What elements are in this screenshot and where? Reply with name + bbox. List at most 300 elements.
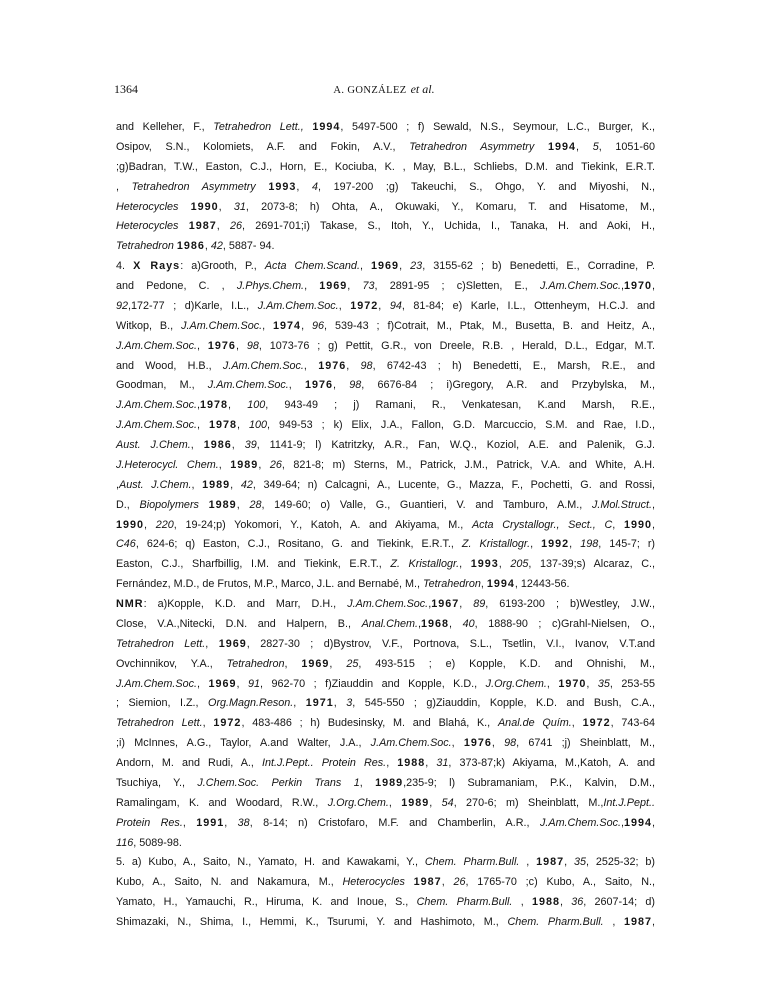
italic-run: Acta Chem.Scand.: [264, 260, 360, 273]
text-run: ;i) McInnes, A.G., Taylor, A.and Walter, J.A.,: [116, 737, 371, 750]
text-line: [116, 834, 655, 854]
line-content: [116, 181, 655, 193]
text-run: ,: [498, 558, 511, 571]
text-run: ,: [304, 280, 320, 292]
bold-run: 1989: [230, 458, 259, 471]
text-line: [116, 694, 655, 714]
line-content: [116, 777, 655, 789]
bold-run: 1987: [413, 876, 442, 889]
text-run: ,235-9; l) Subramaniam, P.K., Kalvin, D.M.,: [403, 776, 655, 789]
line-content: [116, 340, 655, 352]
text-run: ,: [359, 260, 372, 273]
text-line: [116, 575, 655, 595]
italic-run: Biopolymers: [139, 498, 209, 511]
text-run: ,: [449, 617, 463, 630]
text-line: [116, 396, 655, 416]
text-run: ,: [425, 757, 437, 769]
text-run: Osipov, S.N., Kolomiets, A.F. and Fokin, A.V.,: [116, 140, 410, 153]
italic-run: 98: [246, 339, 259, 352]
text-run: ,: [197, 339, 208, 352]
text-run: , 253-55: [609, 677, 655, 690]
text-run: Witkop, B.,: [116, 319, 182, 332]
line-content: [116, 558, 655, 570]
line-content: [116, 240, 275, 252]
text-line: [116, 217, 655, 237]
bold-run: 1988: [531, 896, 560, 909]
italic-run: 94: [389, 299, 402, 312]
italic-run: J.Am.Chem.Soc.: [181, 319, 263, 332]
italic-run: 3: [346, 697, 353, 710]
italic-run: Heterocycles: [342, 876, 414, 889]
text-run: ,: [652, 280, 655, 292]
line-content: [116, 876, 655, 888]
italic-run: J.Am.Chem.Soc.: [539, 816, 621, 829]
bold-run: 1987: [188, 220, 217, 233]
page-number: 1364: [114, 82, 138, 96]
italic-run: 39: [244, 439, 257, 451]
text-run: ,: [359, 776, 376, 789]
text-run: ,: [236, 498, 250, 511]
text-run: : a)Grooth, P.,: [180, 260, 265, 273]
text-line: [116, 714, 655, 734]
bold-run: 1990: [623, 518, 652, 531]
italic-run: 35: [597, 677, 610, 690]
italic-run: 35: [574, 856, 587, 869]
text-line: [116, 675, 655, 695]
italic-run: 91: [248, 677, 261, 690]
text-run: , 19-24;p) Yokomori, Y., Katoh, A. and Akiyama, M.,: [173, 518, 472, 531]
italic-run: 26: [269, 458, 282, 471]
bold-run: 1972: [350, 299, 379, 312]
italic-run: 96: [312, 319, 325, 332]
line-content: [116, 439, 655, 451]
italic-run: Aust. J.Chem.: [116, 439, 191, 451]
text-run: ,: [116, 478, 119, 491]
text-line: [116, 774, 655, 794]
text-run: ,: [144, 518, 156, 531]
italic-run: Chem. Pharm.Bull.: [507, 916, 604, 928]
text-run: Fernández, M.D., de Frutos, M.P., Marco, J.L. and Bernabé, M.,: [116, 578, 424, 591]
italic-run: Z. Kristallogr.: [461, 538, 531, 551]
italic-run: J.Am.Chem.Soc.: [539, 280, 621, 292]
italic-run: Aust. J.Chem.: [119, 478, 192, 491]
line-content: [116, 638, 655, 650]
italic-run: J.Am.Chem.Soc.: [207, 379, 289, 392]
text-run: ,: [231, 439, 245, 451]
text-run: ,: [197, 419, 209, 432]
italic-run: 40: [462, 617, 475, 630]
italic-run: J.Am.Chem.Soc.: [116, 339, 197, 352]
bold-run: 1987: [536, 856, 565, 869]
text-run: , 3155-62 ; b) Benedetti, E., Corradine, P.: [422, 260, 656, 273]
bold-run: NMR: [116, 598, 144, 610]
italic-run: 4: [312, 180, 319, 193]
text-run: Kubo, A., Saito, N. and Nakamura, M.,: [116, 876, 343, 889]
text-run: ,: [296, 180, 312, 193]
bold-run: 1969: [301, 657, 330, 670]
bold-run: 1976: [207, 339, 236, 352]
text-run: , 1141-9; l) Katritzky, A.R., Fan, W.Q., Koziol, A.E. and Palenik, G.J.: [256, 439, 656, 451]
italic-run: 198: [580, 538, 599, 551]
italic-run: Tetrahedron Lett.: [116, 637, 206, 650]
text-line: [116, 118, 655, 138]
italic-run: 98: [360, 359, 373, 372]
bold-run: 1969: [371, 260, 400, 273]
line-content: [116, 797, 655, 809]
line-content: [116, 161, 655, 173]
line-content: [116, 717, 655, 729]
text-run: ,: [491, 737, 505, 750]
italic-run: Heterocycles: [116, 200, 191, 213]
text-run: ,: [236, 677, 248, 690]
text-run: , 1073-76 ; g) Pettit, G.R., von Dreele, R.B. , Herald, D.L., Edgar, M.T.: [258, 339, 656, 352]
italic-run: J.Am.Chem.Soc.: [222, 359, 304, 372]
text-run: ,: [386, 757, 398, 769]
italic-run: Tetrahedron Lett.: [116, 717, 203, 730]
text-run: ,: [428, 598, 432, 610]
text-run: ,: [652, 518, 655, 531]
bold-run: 1971: [305, 697, 334, 710]
bold-run: 1988: [397, 757, 426, 769]
text-run: ,: [218, 200, 234, 213]
italic-run: Int.J.Pept..: [603, 796, 656, 809]
text-run: ,: [329, 657, 347, 670]
text-run: ,: [197, 399, 200, 412]
line-content: [116, 260, 655, 272]
reference-list: [116, 118, 655, 933]
line-content: [116, 737, 655, 749]
text-run: ,: [586, 677, 598, 690]
text-run: ,: [191, 478, 203, 491]
bold-run: 1991: [196, 816, 225, 829]
text-line: [116, 198, 655, 218]
text-run: ,: [218, 458, 231, 471]
text-run: ,: [216, 220, 230, 233]
text-run: , 8-14; n) Cristofaro, M.F. and Chamberlin, A.R.,: [249, 816, 540, 829]
text-line: [116, 496, 655, 516]
bold-run: 1978: [208, 419, 238, 432]
italic-run: Tetrahedron Asymmetry: [131, 180, 269, 193]
line-content: [116, 419, 655, 431]
italic-run: Chem. Pharm.Bull.: [416, 896, 513, 909]
running-head-etal: et al.: [410, 82, 435, 96]
text-run: , 1765-70 ;c) Kubo, A., Saito, N.,: [465, 876, 656, 889]
reference-paragraph: [116, 257, 655, 595]
line-content: [116, 538, 655, 550]
text-run: Ramalingam, K. and Woodard, R.W.,: [116, 796, 328, 809]
bold-run: 1994: [623, 816, 652, 829]
text-run: Yamato, H., Yamauchi, R., Hiruma, K. and Inoue, S.,: [116, 896, 417, 909]
italic-run: 92: [116, 299, 129, 312]
italic-run: J.Am.Chem.Soc.: [347, 598, 429, 610]
text-run: , 1888-90 ; c)Grahl-Nielsen, O.,: [474, 617, 655, 630]
text-run: ,: [288, 379, 305, 392]
text-line: [116, 138, 655, 158]
text-run: , 12443-56.: [514, 578, 570, 591]
text-run: ,: [262, 319, 274, 332]
text-run: , 6676-84 ; i)Gregory, A.R. and Przybylska, M.,: [361, 379, 656, 392]
italic-run: 205: [510, 558, 529, 571]
text-line: [116, 595, 655, 615]
text-run: ,172-77 ; d)Karle, I.L.,: [128, 299, 258, 312]
text-line: [116, 297, 655, 317]
text-run: ; Siemion, I.Z.,: [116, 697, 209, 710]
italic-run: Chem. Pharm.Bull.: [424, 856, 520, 869]
text-run: ,: [284, 657, 302, 670]
line-content: [116, 658, 655, 670]
text-run: , 743-64: [610, 717, 656, 730]
text-run: ,: [338, 299, 351, 312]
text-run: ,: [512, 896, 532, 909]
bold-run: 1992: [541, 538, 570, 551]
italic-run: 116: [116, 836, 134, 849]
line-content: [116, 399, 655, 411]
text-run: ,: [546, 677, 559, 690]
italic-run: 5: [592, 140, 599, 153]
text-run: ,: [530, 538, 542, 551]
italic-run: J.Am.Chem.Soc.: [116, 419, 197, 432]
italic-run: 42: [240, 478, 253, 491]
text-line: [116, 257, 655, 277]
text-run: ,: [197, 677, 209, 690]
text-run: ,: [417, 617, 421, 630]
text-run: , 483-486 ; h) Budesinsky, M. and Blahá, K.,: [241, 717, 498, 730]
line-content: [116, 499, 655, 511]
italic-run: 31: [233, 200, 246, 213]
line-content: [116, 598, 655, 610]
text-run: ,: [652, 498, 656, 511]
text-line: [116, 476, 655, 496]
italic-run: J.Heterocycl. Chem.: [116, 458, 219, 471]
italic-run: C46: [116, 538, 136, 551]
text-run: Close, V.A.,Nitecki, D.N. and Halpern, B.,: [116, 617, 362, 630]
text-run: ,: [235, 339, 247, 352]
line-content: [116, 280, 655, 292]
text-run: , 2691-701;i) Takase, S., Itoh, Y., Uchida, I., Tanaka, H. and Aoki, H.,: [242, 220, 656, 233]
text-line: [116, 376, 655, 396]
italic-run: Anal.Chem.: [361, 617, 418, 630]
text-run: ,: [441, 876, 454, 889]
text-run: ,: [459, 598, 474, 610]
line-content: [116, 201, 655, 213]
text-run: ,: [399, 260, 411, 273]
text-run: , 624-6; q) Easton, C.J., Rositano, G. and Tiekink, E.R.T.,: [135, 538, 462, 551]
italic-run: Int.J.Pept.. Protein Res.: [262, 757, 387, 769]
text-line: [116, 635, 655, 655]
text-run: Shimazaki, N., Shima, I., Hemmi, K., Tsurumi, Y. and Hashimoto, M.,: [116, 916, 508, 928]
bold-run: 1994: [312, 121, 341, 133]
text-line: [116, 615, 655, 635]
text-run: Tsuchiya, Y.,: [116, 776, 198, 789]
text-line: [116, 277, 655, 297]
italic-run: J.Am.Chem.Soc.: [116, 677, 197, 690]
italic-run: J.Org.Chem.: [327, 796, 389, 809]
running-head: [0, 80, 768, 100]
italic-run: Tetrahedron: [226, 657, 285, 670]
text-run: , 5497-500 ; f) Sewald, N.S., Seymour, L.C., Burger, K.,: [340, 121, 655, 133]
running-header: [0, 80, 768, 98]
line-content: [116, 678, 655, 690]
text-line: [116, 158, 655, 178]
text-line: [116, 337, 655, 357]
text-run: ,: [603, 916, 624, 928]
text-line: [116, 873, 655, 893]
text-run: ,: [576, 140, 593, 153]
italic-run: Anal.de Quím.: [497, 717, 572, 730]
text-run: Ovchinnikov, Y.A.,: [116, 657, 227, 670]
text-run: 4.: [116, 260, 134, 273]
bold-run: 1986: [203, 439, 232, 451]
text-run: ,: [204, 240, 211, 253]
text-run: , 373-87;k) Akiyama, M.,Katoh, A. and: [448, 757, 656, 769]
italic-run: 28: [249, 498, 262, 511]
text-line: [116, 794, 655, 814]
bold-run: 1978: [200, 399, 229, 412]
bold-run: 1967: [431, 598, 460, 610]
text-line: [116, 535, 655, 555]
text-run: , 962-70 ; f)Ziauddin and Kopple, K.D.,: [260, 677, 486, 690]
reference-paragraph: [116, 118, 655, 257]
italic-run: J.Phys.Chem.: [236, 280, 305, 292]
line-content: [116, 479, 655, 491]
italic-run: 98: [504, 737, 517, 750]
text-run: ,: [569, 538, 581, 551]
italic-run: 220: [155, 518, 174, 531]
italic-run: 31: [436, 757, 449, 769]
text-run: , 145-7; r): [598, 538, 656, 551]
bold-run: 1990: [190, 200, 219, 213]
bold-run: 1970: [623, 280, 652, 292]
italic-run: 54: [441, 796, 454, 809]
italic-run: 42: [210, 240, 223, 253]
line-content: [116, 618, 655, 630]
italic-run: Heterocycles: [116, 220, 189, 233]
text-run: , 349-64; n) Calcagni, A., Lucente, G., Mazza, F., Pochetti, G. and Rossi,: [252, 478, 656, 491]
line-content: [116, 141, 655, 153]
text-run: and Kelleher, F.,: [116, 121, 214, 133]
text-run: , 5089-98.: [133, 836, 182, 849]
italic-run: 26: [230, 220, 243, 233]
bold-run: 1994: [486, 578, 515, 591]
text-run: , 943-49 ; j) Ramani, R., Venkatesan, K.and Marsh, R.E.,: [265, 399, 655, 412]
text-run: D.,: [116, 498, 140, 511]
line-content: [116, 320, 655, 332]
line-content: [116, 856, 655, 868]
line-content: [116, 817, 655, 829]
text-run: , 821-8; m) Sterns, M., Patrick, J.M., Patrick, V.A. and White, A.H.: [281, 458, 656, 471]
bold-run: X Rays: [133, 260, 181, 273]
bold-run: 1987: [623, 916, 652, 928]
italic-run: Tetrahedron Asymmetry: [409, 140, 548, 153]
text-run: ,: [237, 419, 249, 432]
italic-run: Protein Res.: [116, 816, 183, 829]
bold-run: 1976: [463, 737, 492, 750]
italic-run: 25: [346, 657, 359, 670]
text-run: ,: [620, 816, 624, 829]
italic-run: 89: [473, 598, 486, 610]
text-run: ,: [429, 796, 442, 809]
italic-run: 98: [349, 379, 362, 392]
text-line: [116, 436, 655, 456]
text-run: ,: [228, 399, 248, 412]
bold-run: 1990: [116, 518, 145, 531]
bold-run: 1970: [558, 677, 587, 690]
text-run: ,: [333, 379, 350, 392]
bold-run: 1976: [318, 359, 347, 372]
italic-run: J.Am.Chem.Soc.: [116, 399, 197, 412]
line-content: [116, 757, 655, 769]
text-line: [116, 913, 655, 933]
line-content: [116, 837, 182, 849]
line-content: [116, 220, 655, 232]
italic-run: 100: [247, 399, 266, 412]
italic-run: Z. Kristallogr.: [390, 558, 460, 571]
text-line: [116, 178, 655, 198]
text-run: ,: [346, 359, 361, 372]
text-run: , 949-53 ; k) Elix, J.A., Fallon, G.D. Marcuccio, S.M. and Rae, I.D.,: [267, 419, 656, 432]
text-run: , 270-6; m) Sheinblatt, M.,: [453, 796, 604, 809]
text-run: , 2525-32; b): [586, 856, 655, 869]
text-run: ,: [378, 299, 390, 312]
text-run: , 6741 ;j) Sheinblatt, M.,: [516, 737, 656, 750]
text-run: ,: [451, 737, 464, 750]
text-line: [116, 456, 655, 476]
bold-run: 1989: [401, 796, 430, 809]
text-line: [116, 516, 655, 536]
text-run: : a)Kopple, K.D. and Marr, D.H.,: [143, 598, 348, 610]
text-run: ,: [559, 896, 572, 909]
bold-run: 1989: [375, 776, 404, 789]
text-run: Easton, C.J., Sharfbillig, I.M. and Tiekink, E.R.T.,: [116, 558, 391, 571]
text-run: ;g)Badran, T.W., Easton, C.J., Horn, E., Kociuba, K. , May, B.L., Schliebs, D.M. and Tiekink, E.R.T.: [116, 160, 655, 173]
text-line: [116, 357, 655, 377]
text-run: ,: [182, 816, 197, 829]
text-run: Goodman, M.,: [116, 379, 208, 392]
italic-run: 100: [249, 419, 268, 432]
bold-run: 1969: [218, 637, 247, 650]
text-run: ,: [612, 518, 624, 531]
italic-run: Tetrahedron Lett.,: [213, 121, 313, 133]
italic-run: J.Chem.Soc. Perkin Trans 1: [197, 776, 360, 789]
text-run: ,: [347, 280, 363, 292]
text-line: [116, 734, 655, 754]
reference-paragraph: [116, 853, 655, 933]
text-line: [116, 555, 655, 575]
text-line: [116, 237, 655, 257]
text-run: , 81-84; e) Karle, I.L., Ottenheym, H.C.J. and: [401, 299, 655, 312]
text-line: [116, 853, 655, 873]
line-content: [116, 578, 570, 590]
bold-run: 1976: [305, 379, 334, 392]
text-run: Andorn, M. and Rudi, A.,: [116, 757, 263, 769]
line-content: [116, 121, 655, 133]
line-content: [116, 360, 655, 372]
text-run: ,: [564, 856, 575, 869]
text-run: , 1051-60: [598, 140, 656, 153]
italic-run: J.Mol.Struct.: [592, 498, 653, 511]
text-run: ,: [301, 319, 313, 332]
text-run: , 149-60; o) Valle, G., Guantieri, V. and Tamburo, A.M.,: [261, 498, 593, 511]
text-run: , 2891-95 ; c)Sletten, E.,: [374, 280, 540, 292]
italic-run: Org.Magn.Reson.: [208, 697, 294, 710]
text-line: [116, 893, 655, 913]
line-content: [116, 916, 655, 928]
text-run: , 137-39;s) Alcaraz, C.,: [528, 558, 655, 571]
line-content: [116, 379, 655, 391]
text-run: ,: [224, 816, 238, 829]
text-run: ,: [652, 816, 655, 829]
italic-run: Tetrahedron: [423, 578, 481, 591]
